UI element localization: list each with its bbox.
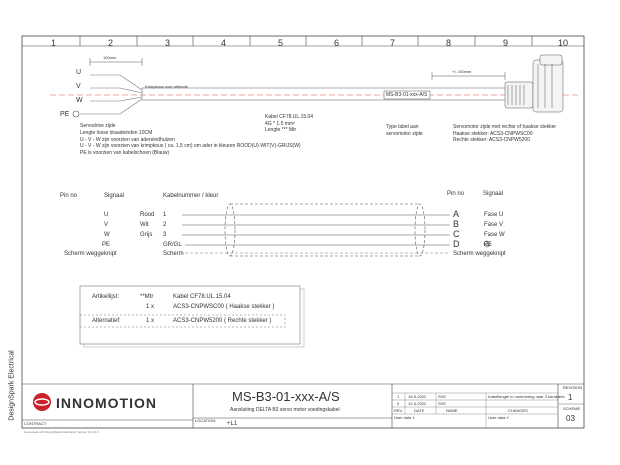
scheme-label: SCHEME — [563, 406, 581, 411]
krimpkous-label: Krimpkous over uiteinde — [145, 84, 188, 89]
signal-right: Fase V — [484, 222, 504, 228]
wire-color: Wit — [140, 222, 149, 228]
shield-left-note: Scherm weggeknipt — [64, 251, 117, 257]
shield-right-note: Scherm weggeknipt — [453, 251, 506, 257]
pin-right: C — [453, 229, 460, 239]
signal-left: V — [104, 222, 109, 228]
innomotion-logo-icon — [33, 393, 51, 411]
footer-note: Generated with DesignSpark Electrical. Version 11.0.0.0 — [24, 430, 99, 434]
dim-plus-minus-100mm: +/- 100mm — [452, 69, 472, 74]
revision-label: REVISION — [563, 385, 583, 390]
rev-number: 0 — [397, 401, 400, 406]
header-cable: Kabelnummer / kleur — [163, 193, 219, 199]
wire-number: 3 — [163, 232, 167, 238]
user-data-1: User data 1 — [394, 415, 415, 420]
motor-side-notes: Servomotor zijde met rechte of haakse stekker Haakse stekker: ACS3-CNPWSC00 Rechte stekker: ACS3-CNPW5200 — [453, 124, 557, 143]
rev-date: 19-9-2022 — [408, 394, 427, 399]
brand-logo: INNOMOTION — [56, 395, 157, 411]
rev-header: CHANGES — [508, 408, 528, 413]
signal-right: Fase W — [484, 232, 505, 238]
wire-label-u: U — [76, 69, 82, 76]
rev-number: 1 — [397, 394, 400, 399]
pin-right: A — [453, 209, 460, 219]
rev-change: Kabellengte in nummering naar 3 karakters — [488, 394, 565, 399]
contract-label: CONTRACT: — [24, 421, 47, 426]
rev-header: DATE — [414, 408, 425, 413]
drawing-number: MS-B3-01-xxx-A/S — [232, 389, 340, 404]
rev-name: SVE — [438, 394, 447, 399]
pin-right: D — [453, 239, 460, 249]
drawing-description: Aansluiting DELTA B3 servo motor voedingskabel — [230, 407, 340, 413]
signal-right: PE — [484, 242, 493, 248]
article-desc: ACS3-CNPW5200 ( Rechte stekker ) — [173, 318, 272, 324]
signal-right: Fase U — [484, 212, 504, 218]
sleeve-text: MS-B3-01-xxx-A/S — [386, 92, 428, 98]
header-signal-right: Signaal — [483, 191, 504, 197]
article-qty: 1 x — [146, 304, 155, 310]
type-label-note: Type label aan servomotor zijde — [386, 124, 423, 137]
rev-date: 12-5-2022 — [408, 401, 427, 406]
location-value: +L1 — [227, 421, 238, 427]
wire-number: 1 — [163, 212, 167, 218]
article-label: Artikellijst: — [92, 294, 120, 300]
header-pin-right: Pin no — [447, 191, 465, 197]
article-qty: **Mtr — [140, 294, 154, 300]
wire-color: Grijs — [140, 232, 153, 238]
user-data-2: User data 2 — [488, 415, 509, 420]
cable-notes: Kabel CF78.UL.15.04 4G * 1.5 mm² Lengte *** Mtr — [265, 114, 314, 133]
signal-left: PE — [102, 242, 111, 248]
side-label: DesignSpark Electrical — [8, 350, 16, 421]
location-label: LOCATION: — [195, 418, 217, 423]
rev-header: REV. — [394, 408, 403, 413]
wire-color: GR/GL — [163, 242, 182, 248]
revision-value: 1 — [568, 393, 573, 402]
header-signal-left: Signaal — [104, 193, 125, 199]
dim-100mm: 100mm — [103, 55, 117, 60]
motor-connector-drawing — [505, 55, 563, 112]
wire-color: Rood — [140, 212, 155, 218]
signal-left: U — [104, 212, 109, 218]
wire-label-w: W — [76, 97, 83, 104]
servo-drive-notes: Servodrive zijde Lengte losse draadeinden 10CM U - V - W zijn voorzien van adereindhulzen U - V - W zijn voorzien van krimpkous ( ca. 1,5 cm) om ader in kleuren ROOD(U)-WIT(V)-GRIJS(W) PE is voorzien van kabelschoen (Blauw) — [80, 123, 301, 157]
scheme-value: 03 — [566, 414, 575, 423]
article-desc: Kabel CF78.UL.15.04 — [173, 294, 231, 300]
rev-header: NAME — [446, 408, 458, 413]
shield-label: Scherm — [163, 251, 184, 257]
wire-number: 2 — [163, 222, 167, 228]
wire-label-pe: PE — [60, 111, 70, 118]
article-qty: 1 x — [146, 318, 155, 324]
rev-name: SVE — [438, 401, 447, 406]
alternative-label: Alternatief: — [92, 318, 121, 324]
article-desc: ACS3-CNPWSC00 ( Haakse stekker ) — [173, 304, 275, 310]
header-pin-left: Pin no — [60, 193, 78, 199]
wire-label-v: V — [76, 83, 81, 90]
pin-right: B — [453, 219, 460, 229]
signal-left: W — [104, 232, 110, 238]
